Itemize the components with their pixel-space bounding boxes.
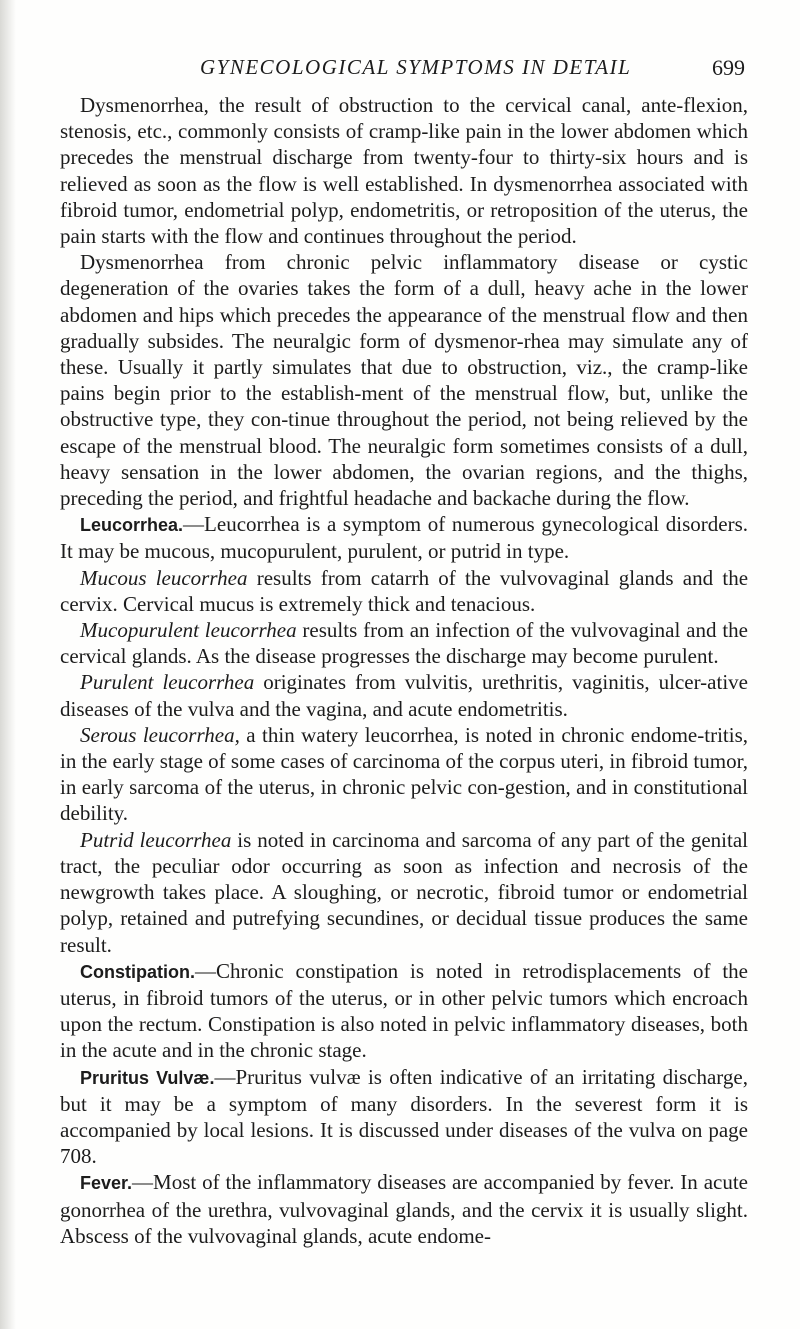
paragraph-purulent-leucorrhea bbox=[60, 669, 748, 721]
paragraph-mucopurulent-leucorrhea bbox=[60, 617, 748, 669]
paragraph-dysmenorrhea-chronic bbox=[60, 249, 748, 511]
paragraph-text: results from catarrh of the vulvovaginal glands and the cervix. Cervical mucus is extremely thick and tenacious. bbox=[60, 565, 749, 616]
paragraph-serous-leucorrhea bbox=[60, 722, 748, 827]
paragraph-text: —Most of the inflammatory diseases are accompanied by fever. In acute gonorrhea of the urethra, vulvovaginal glands, and the cervix it is usually slight. Abscess of the vulvovaginal glands, acute endome- bbox=[60, 1170, 748, 1248]
term-purulent-leucorrhea: Purulent leucorrhea bbox=[80, 670, 255, 695]
paragraph-dysmenorrhea-obstruction bbox=[60, 92, 748, 249]
paragraph-text: Dysmenorrhea, the result of obstruction to the cervical canal, ante-flexion, stenosis, etc., commonly consists of cramp-like pain in the lower abdomen which precedes the menstrual discharge from twenty-four to thirty-six hours and is relieved as soon as the flow is well established. In dysmenorrhea associated with fibroid tumor, endometrial polyp, endometritis, or retroposition of the uterus, the pain starts with the flow and continues throughout the period. bbox=[60, 93, 748, 249]
page-binding-shadow bbox=[0, 0, 16, 1329]
paragraph-text: Dysmenorrhea from chronic pelvic inflammatory disease or cystic degeneration of the ovaries takes the form of a dull, heavy ache in the lower abdomen and hips which precedes the appearance of the menstrual flow and then gradually subsides. The neuralgic form of dysmenor-rhea may simulate any of these. Usually it partly simulates that due to obstruction, viz., the cramp-like pains begin prior to the establish-ment of the menstrual flow, but, unlike the obstructive type, they con-tinue throughout the period, not being relieved by the escape of the menstrual blood. The neuralgic form sometimes consists of a dull, heavy sensation in the lower abdomen, the ovarian regions, and the thighs, preceding the period, and frightful headache and backache during the flow. bbox=[60, 250, 748, 511]
section-heading-constipation: Constipation. bbox=[80, 961, 195, 982]
paragraph-text: results from an infection of the vulvovaginal and the cervical glands. As the disease progresses the discharge may become purulent. bbox=[60, 618, 748, 669]
term-putrid-leucorrhea: Putrid leucorrhea bbox=[80, 827, 232, 852]
section-heading-pruritus-vulvae: Pruritus Vulvæ. bbox=[80, 1067, 215, 1088]
paragraph-text: is noted in carcinoma and sarcoma of any part of the genital tract, the peculiar odor occurring as soon as infection and necrosis of the newgrowth takes place. A sloughing, or necrotic, fibroid tumor or endometrial polyp, retained and putrefying secundines, or decidual tissue produces the same result. bbox=[60, 827, 749, 957]
running-head bbox=[60, 55, 745, 85]
running-head-title: GYNECOLOGICAL SYMPTOMS IN DETAIL bbox=[200, 55, 632, 79]
page-number: 699 bbox=[712, 55, 745, 80]
paragraph-text: —Leucorrhea is a symptom of numerous gynecological disorders. It may be mucous, mucopurulent, purulent, or putrid in type. bbox=[60, 512, 748, 564]
paragraph-pruritus-vulvae bbox=[60, 1064, 748, 1170]
term-mucopurulent-leucorrhea: Mucopurulent leucorrhea bbox=[80, 618, 297, 643]
paragraph-fever bbox=[60, 1169, 748, 1249]
paragraph-leucorrhea bbox=[60, 511, 748, 564]
paragraph-mucous-leucorrhea bbox=[60, 565, 748, 617]
page-body bbox=[60, 92, 748, 1249]
section-heading-leucorrhea: Leucorrhea. bbox=[80, 515, 184, 536]
paragraph-constipation bbox=[60, 958, 748, 1064]
paragraph-text: a thin watery leucorrhea, is noted in chronic endome-tritis, in the early stage of some cases of carcinoma of the corpus uteri, in fibroid tumor, in early sarcoma of the uterus, in chronic pelvic con-gestion, and in constitutional debility. bbox=[60, 722, 748, 826]
paragraph-text: —Chronic constipation is noted in retrodisplacements of the uterus, in fibroid tumors of the uterus, or in other pelvic tumors which encroach upon the rectum. Constipation is also noted in pelvic inflammatory diseases, both in the acute and in the chronic stage. bbox=[60, 958, 748, 1063]
paragraph-text: —Pruritus vulvæ is often indicative of an irritating discharge, but it may be a symptom of many disorders. In the severest form it is accompanied by local lesions. It is discussed under diseases of the vulva on page 708. bbox=[60, 1064, 748, 1169]
paragraph-putrid-leucorrhea bbox=[60, 827, 748, 958]
term-mucous-leucorrhea: Mucous leucorrhea bbox=[80, 565, 248, 590]
paragraph-text: originates from vulvitis, urethritis, vaginitis, ulcer-ative diseases of the vulva and the vagina, and acute endometritis. bbox=[60, 670, 748, 721]
term-serous-leucorrhea: Serous leucorrhea, bbox=[80, 722, 240, 747]
section-heading-fever: Fever. bbox=[80, 1173, 133, 1194]
